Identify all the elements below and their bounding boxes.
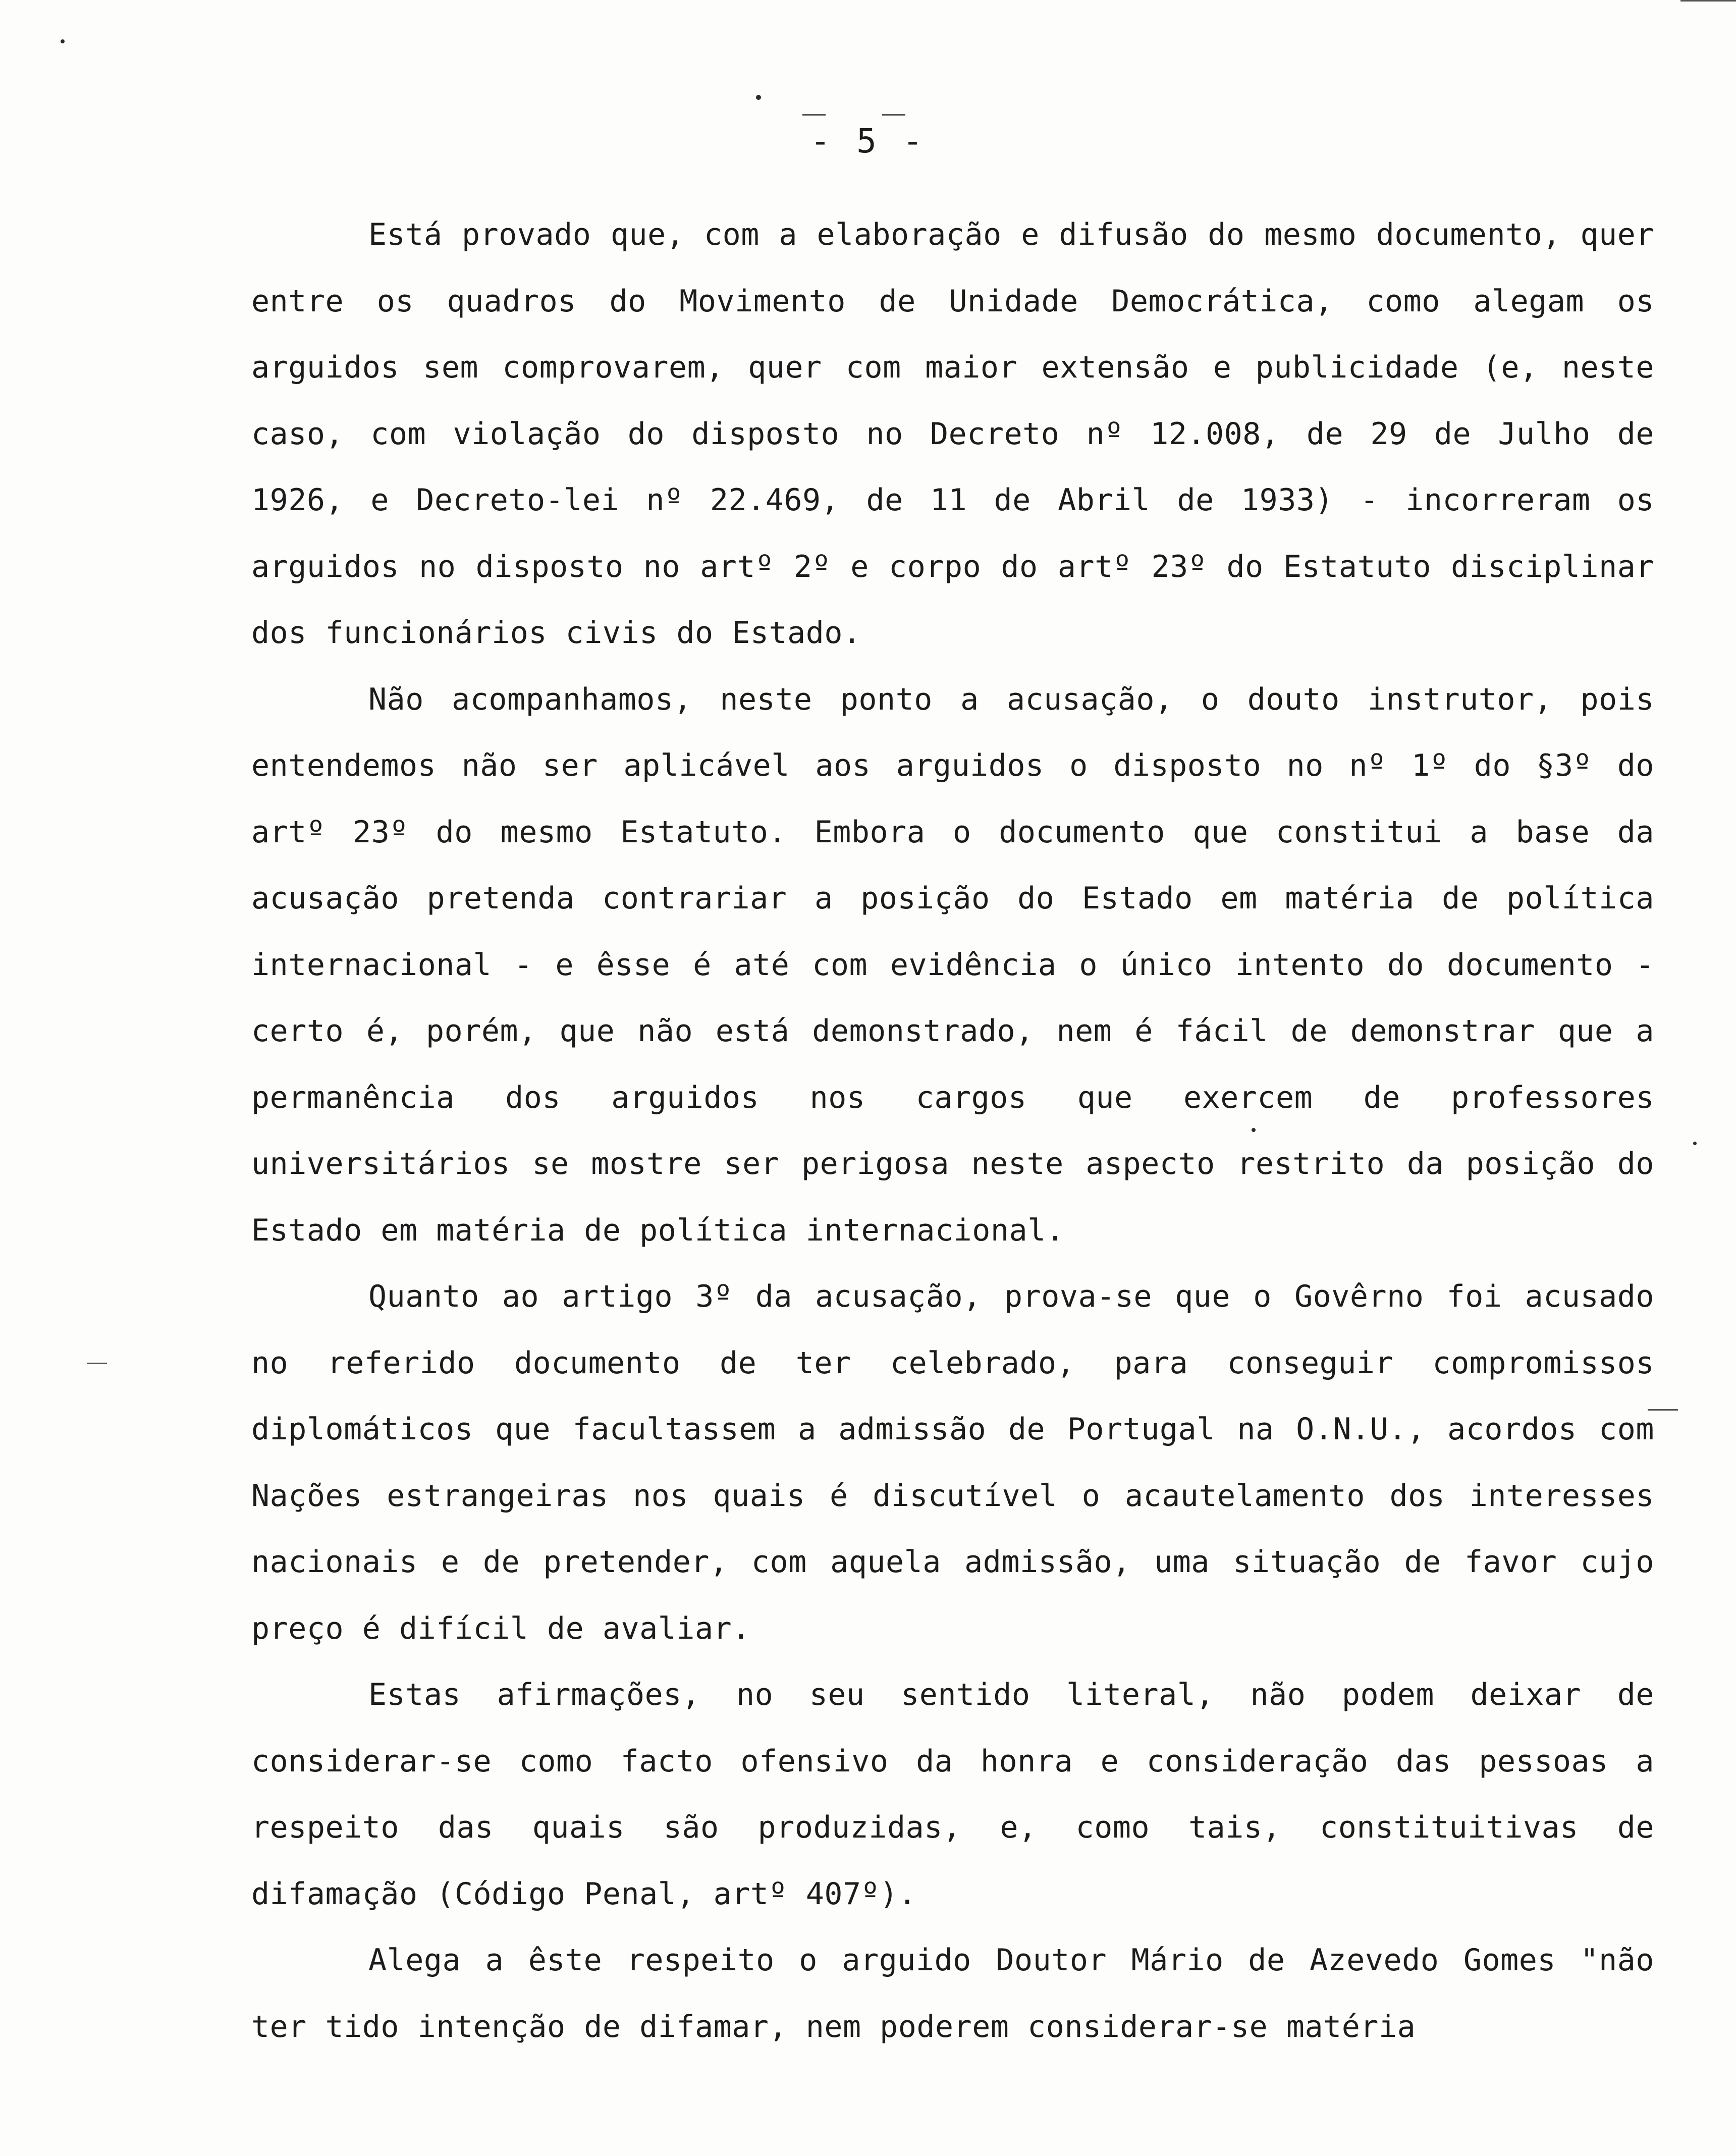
scan-mark: [87, 1363, 107, 1364]
scan-mark: [802, 114, 826, 116]
scan-mark: [1680, 0, 1736, 2]
paragraph: Não acompanhamos, neste ponto a acusação, o douto instrutor, pois entendemos não ser aplicável aos arguidos o disposto no nº 1º do §3º do artº 23º do mesmo Estatuto. Embora o documento que constitui a base da acusação pretenda contrariar a posição do Estado em matéria de política internacional - e êsse é até com evidência o único intento do documento - certo é, porém, que não está demonstrado, nem é fácil de demonstrar que a permanência dos arguidos nos cargos que exercem de professores universitários se mostre ser perigosa neste aspecto restrito da posição do Estado em matéria de política internacional.: [251, 681, 1654, 1248]
scan-mark: [1648, 1409, 1678, 1411]
document-body: [251, 202, 1654, 2060]
scan-speck: [1693, 1142, 1697, 1145]
scan-speck: [756, 95, 761, 100]
scan-speck: [61, 39, 65, 43]
paragraph: Estas afirmações, no seu sentido literal, não podem deixar de considerar-se como facto ofensivo da honra e consideração das pessoas a respeito das quais são produzidas, e, como tais, constituitivas de difamação (Código Penal, artº 407º).: [251, 1677, 1654, 1912]
scan-speck: [1252, 1128, 1256, 1132]
scan-mark: [882, 114, 905, 116]
paragraph: Alega a êste respeito o arguido Doutor Mário de Azevedo Gomes "não ter tido intenção de difamar, nem poderem considerar-se matéria: [251, 1943, 1654, 2044]
paragraph: Quanto ao artigo 3º da acusação, prova-se que o Govêrno foi acusado no referido documento de ter celebrado, para conseguir compromissos diplomáticos que facultassem a admissão de Portugal na O.N.U., acordos com Nações estrangeiras nos quais é discutível o acautelamento dos interesses nacionais e de pretender, com aquela admissão, uma situação de favor cujo preço é difícil de avaliar.: [251, 1279, 1654, 1646]
paragraph: Está provado que, com a elaboração e difusão do mesmo documento, quer entre os quadros do Movimento de Unidade Democrática, como alegam os arguidos sem comprovarem, quer com maior extensão e publicidade (e, neste caso, com violação do disposto no Decreto nº 12.008, de 29 de Julho de 1926, e Decreto-lei nº 22.469, de 11 de Abril de 1933) - incorreram os arguidos no disposto no artº 2º e corpo do artº 23º do Estatuto disciplinar dos funcionários civis do Estado.: [251, 217, 1654, 651]
page-number: - 5 -: [810, 122, 926, 160]
